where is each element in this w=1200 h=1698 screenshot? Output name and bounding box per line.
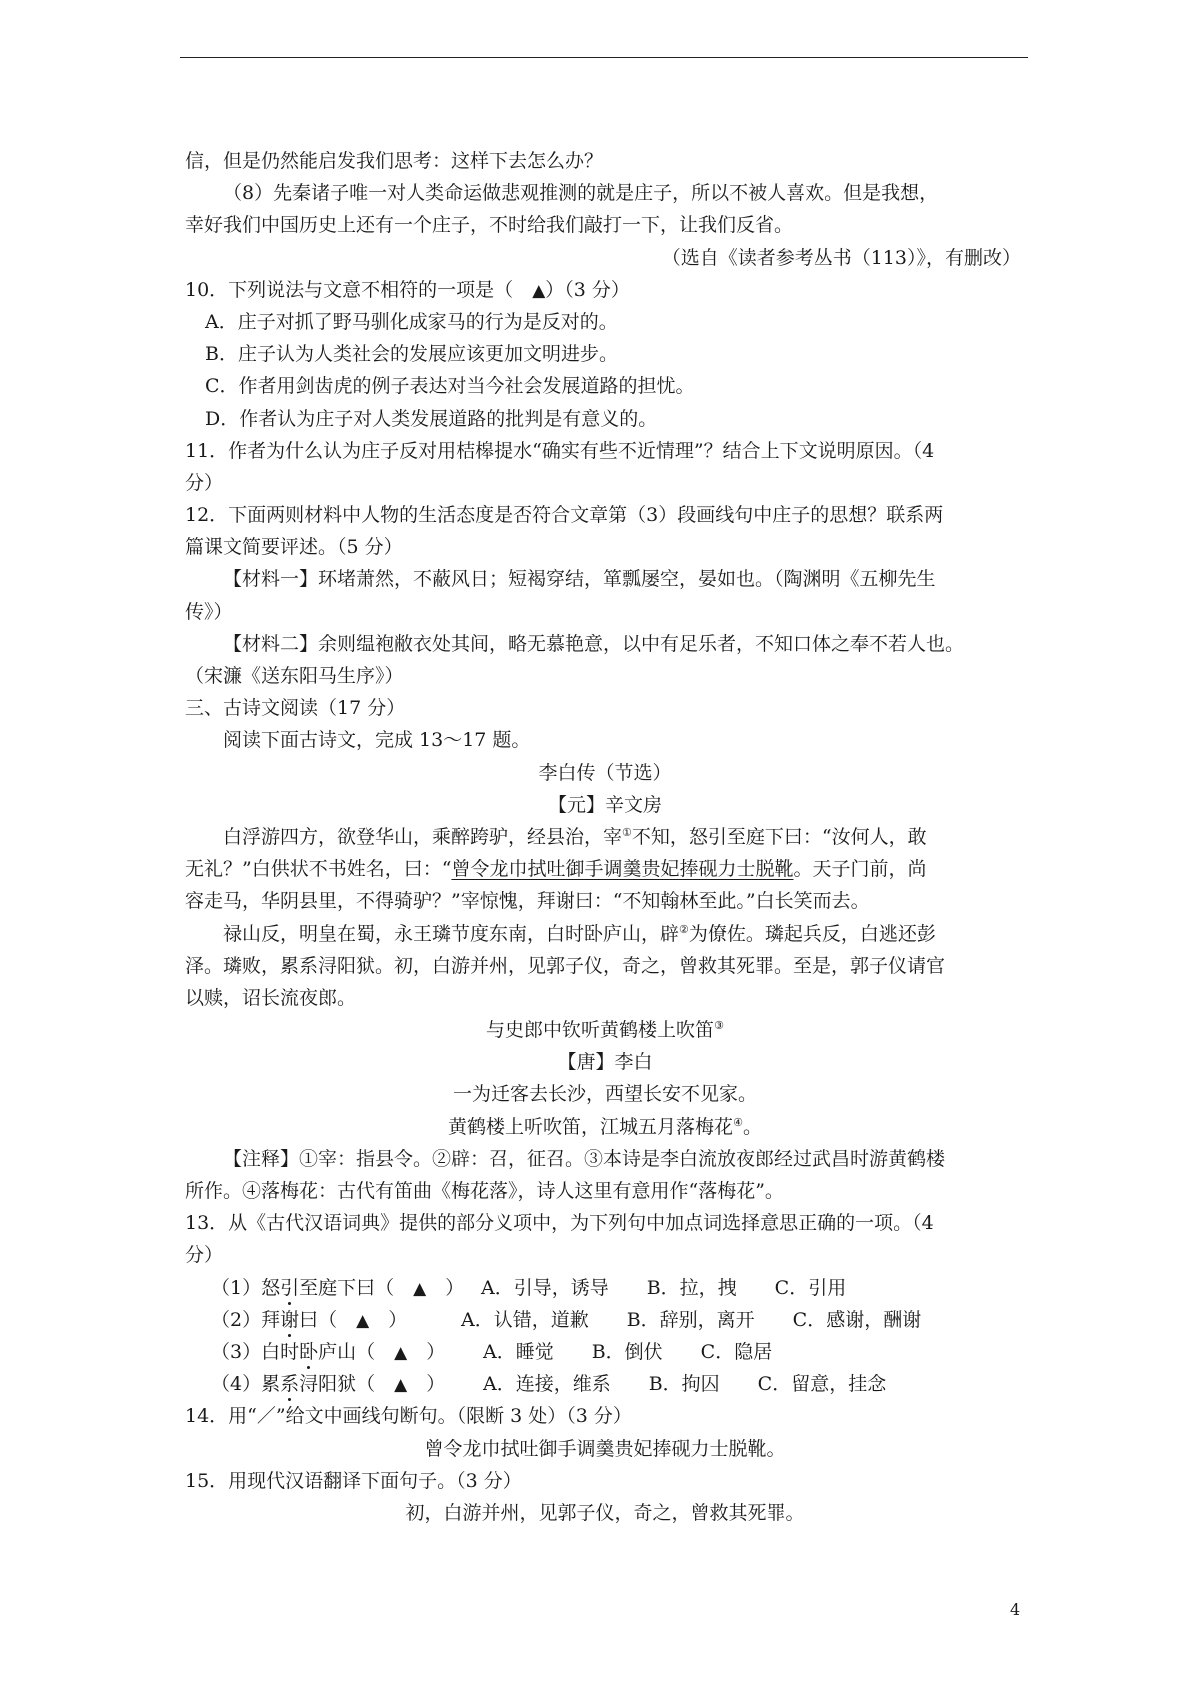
paragraph-8: （8）先秦诸子唯一对人类命运做悲观推测的就是庄子，所以不被人喜欢。但是我想， — [223, 182, 939, 205]
q13-item-2-options: A．认错，道歉 B．辞别，离开 C．感谢，酬谢 — [461, 1308, 922, 1331]
q13-item-1-options: A．引导，诱导 B．拉，拽 C．引用 — [481, 1276, 847, 1299]
answer-triangle-icon: ▲ — [356, 1310, 370, 1331]
poem-line-1: 一为迁客去长沙，西望长安不见家。 — [452, 1083, 757, 1106]
passage-title: 李白传（节选） — [538, 761, 672, 784]
material-1: 【材料一】环堵萧然，不蔽风日；短褐穿结，箪瓢屡空，晏如也。（陶渊明《五柳先生 — [223, 568, 936, 591]
q14-sentence: 曾令龙巾拭吐御手调羹贵妃捧砚力士脱靴。 — [424, 1437, 786, 1460]
q13-item-3-options: A．睡觉 B．倒伏 C．隐居 — [483, 1340, 773, 1363]
q10-option-b: B．庄子认为人类社会的发展应该更加文明进步。 — [205, 343, 618, 366]
q10-option-d: D．作者认为庄子对人类发展道路的批判是有意义的。 — [205, 407, 658, 430]
header-rule — [180, 57, 1028, 58]
q13-item-1: （1）怒引至庭下曰（ ▲ ） A．引导，诱导 B．拉，拽 C．引用 — [185, 1272, 1025, 1304]
dotted-word: 卧 — [299, 1340, 319, 1363]
passage-p1-cont: 容走马，华阴县里，不得骑驴？”宰惊愧，拜谢曰：“不知翰林至此。”白长笑而去。 — [185, 890, 870, 913]
text-line: 信，但是仍然能启发我们思考：这样下去怎么办？ — [185, 150, 604, 172]
annotations-cont: 所作。④落梅花：古代有笛曲《梅花落》，诗人这里有意用作“落梅花”。 — [185, 1180, 784, 1202]
q15-sentence: 初，白游并州，见郭子仪，奇之，曾救其死罪。 — [405, 1501, 805, 1524]
q15-stem: 15．用现代汉语翻译下面句子。（3 分） — [185, 1469, 522, 1492]
note-marker-1: ① — [622, 825, 632, 839]
q10-stem: 10．下列说法与文意不相符的一项是（ ▲）（3 分） — [185, 278, 630, 301]
q13-stem-cont: 分） — [185, 1244, 224, 1267]
q14-stem: 14．用“／”给文中画线句断句。（限断 3 处）（3 分） — [185, 1405, 632, 1428]
dotted-word: 引 — [280, 1276, 300, 1299]
material-1-cont: 传》） — [185, 600, 233, 623]
note-marker-4: ④ — [733, 1115, 743, 1129]
q13-stem: 13．从《古代汉语词典》提供的部分义项中，为下列句中加点词选择意思正确的一项。（4 — [185, 1212, 934, 1235]
passage-p2-cont: 以赎，诏长流夜郎。 — [185, 986, 357, 1009]
page-number: 4 — [1010, 1600, 1021, 1619]
q10-option-c: C．作者用剑齿虎的例子表达对当今社会发展道路的担忧。 — [205, 375, 695, 398]
q10-option-a: A．庄子对抓了野马驯化成家马的行为是反对的。 — [205, 310, 618, 333]
answer-triangle-icon: ▲ — [394, 1342, 408, 1363]
q12-stem-cont: 篇课文简要评述。（5 分） — [185, 536, 403, 559]
q13-item-3: （3）白时卧庐山（ ▲ ） A．睡觉 B．倒伏 C．隐居 — [185, 1336, 1025, 1368]
q13-item-4-options: A．连接，维系 B．拘囚 C．留意，挂念 — [483, 1373, 887, 1396]
dotted-word: 系 — [280, 1373, 300, 1396]
q13-item-4: （4）累系浔阳狱（ ▲ ） A．连接，维系 B．拘囚 C．留意，挂念 — [185, 1368, 1025, 1400]
passage-p2: 禄山反，明皇在蜀，永王璘节度东南，白时卧庐山，辟②为僚佐。璘起兵反，白逃还彭 — [223, 922, 936, 945]
material-2-cont: （宋濂《送东阳马生序》） — [185, 665, 404, 687]
poem-title: 与史郎中钦听黄鹤楼上吹笛③ — [486, 1019, 724, 1042]
dotted-word: 谢 — [280, 1308, 300, 1331]
answer-triangle-icon: ▲ — [413, 1278, 427, 1299]
q12-stem: 12．下面两则材料中人物的生活态度是否符合文章第（3）段画线句中庄子的思想？联系两 — [185, 504, 944, 527]
q11-stem-cont: 分） — [185, 471, 224, 494]
q11-stem: 11．作者为什么认为庄子反对用桔槔提水“确实有些不近情理”？结合上下文说明原因。（4 — [185, 439, 935, 462]
passage-p1-cont: 无礼？”白供状不书姓名，曰：“曾令龙巾拭吐御手调羹贵妃捧砚力士脱靴。天子门前，尚 — [185, 858, 927, 881]
annotations: 【注释】①宰：指县令。②辟：召，征召。③本诗是李白流放夜郎经过武昌时游黄鹤楼 — [223, 1147, 946, 1170]
section-heading: 三、古诗文阅读（17 分） — [185, 697, 406, 720]
q13-item-2: （2）拜谢曰（ ▲ ） A．认错，道歉 B．辞别，离开 C．感谢，酬谢 — [185, 1304, 1025, 1336]
poem-author: 【唐】李白 — [557, 1051, 653, 1074]
answer-triangle-icon: ▲ — [394, 1375, 408, 1396]
section-intro: 阅读下面古诗文，完成 13～17 题。 — [223, 729, 531, 752]
underlined-sentence: 曾令龙巾拭吐御手调羹贵妃捧砚力士脱靴 — [451, 858, 794, 881]
answer-triangle-icon: ▲ — [532, 280, 546, 301]
passage-p2-cont: 泽。璘败，累系浔阳狱。初，白游并州，见郭子仪，奇之，曾救其死罪。至是，郭子仪请官 — [185, 954, 946, 977]
poem-line-2: 黄鹤楼上听吹笛，江城五月落梅花④。 — [448, 1115, 762, 1138]
exam-page — [185, 145, 1025, 1529]
source-citation: （选自《读者参考丛书（113）》，有删改） — [661, 246, 1021, 269]
text-line: 幸好我们中国历史上还有一个庄子，不时给我们敲打一下，让我们反省。 — [185, 214, 794, 237]
passage-p1: 白浮游四方，欲登华山，乘醉跨驴，经县治，宰①不知，怒引至庭下曰：“汝何人，敢 — [223, 825, 927, 848]
passage-author: 【元】辛文房 — [547, 793, 662, 816]
note-marker-3: ③ — [714, 1019, 724, 1033]
material-2: 【材料二】余则缊袍敝衣处其间，略无慕艳意，以中有足乐者，不知口体之奉不若人也。 — [223, 632, 965, 655]
note-marker-2: ② — [679, 922, 689, 936]
